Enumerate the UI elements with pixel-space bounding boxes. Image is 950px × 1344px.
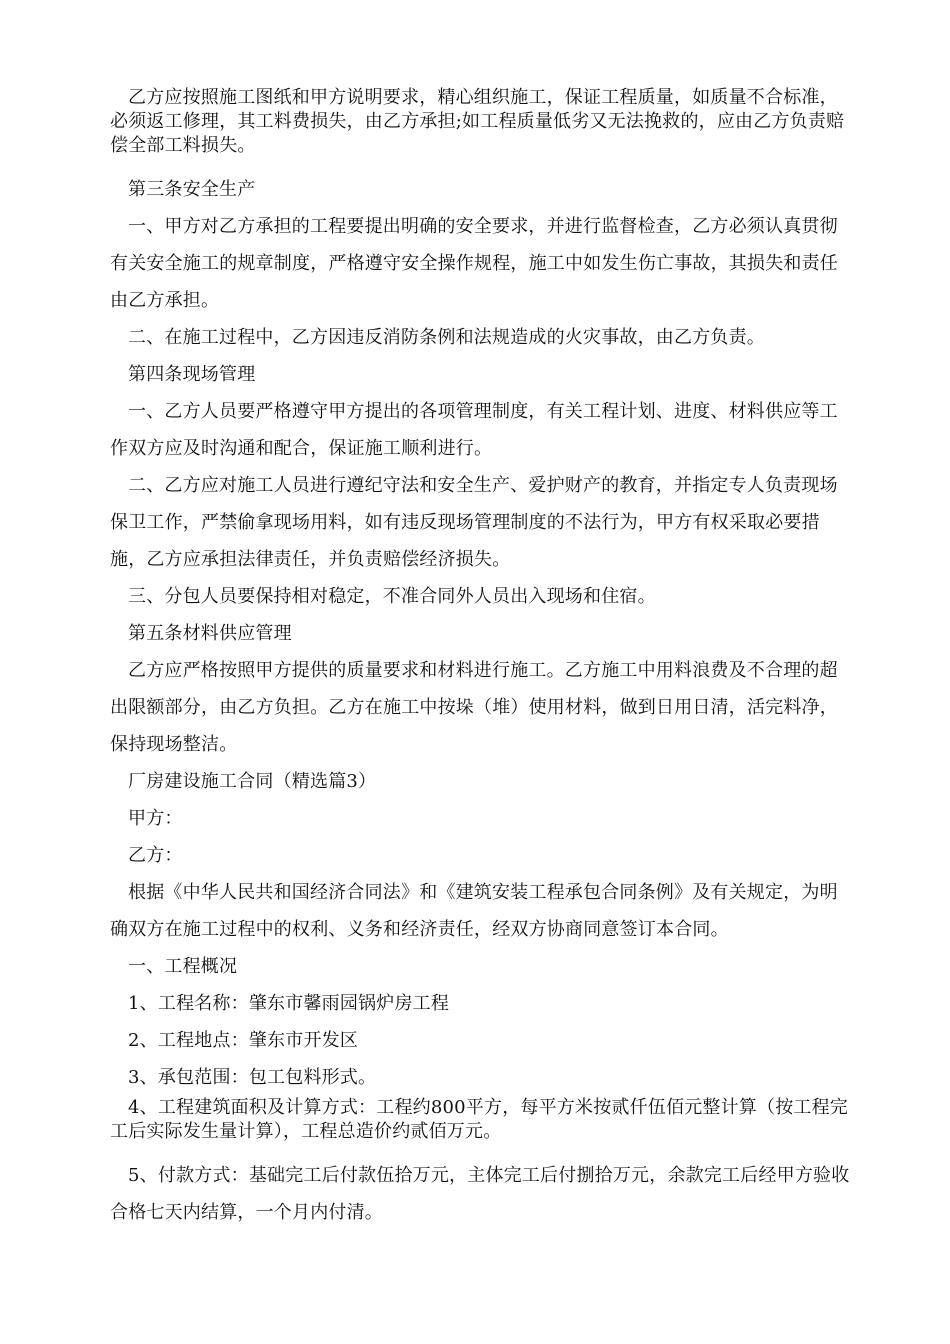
paragraph-safety-1: 一、甲方对乙方承担的工程要提出明确的安全要求，并进行监督检查，乙方必须认真贯彻有关安全施工的规章制度，严格遵守安全操作规程，施工中如发生伤亡事故，其损失和责任由乙方承担。 [110,216,838,311]
document-body [110,86,850,1231]
paragraph-basis: 根据《中华人民共和国经济合同法》和《建筑安装工程承包合同条例》及有关规定，为明确双方在施工过程中的权利、义务和经济责任，经双方协商同意签订本合同。 [110,882,838,940]
item-payment-method: 5、付款方式：基础完工后付款伍拾万元，主体完工后付捌拾万元，余款完工后经甲方验收合格七天内结算，一个月内付清。 [110,1165,850,1223]
paragraph-site-1: 一、乙方人员要严格遵守甲方提出的各项管理制度，有关工程计划、进度、材料供应等工作双方应及时沟通和配合，保证施工顺利进行。 [110,401,838,459]
item-project-location: 2、工程地点：肇东市开发区 [128,1030,359,1051]
item-area-calculation: 4、工程建筑面积及计算方式：工程约800平方，每平方米按贰仟伍佰元整计算（按工程完工后实际发生量计算），工程总造价约贰佰万元。 [110,1097,849,1142]
paragraph-materials: 乙方应严格按照甲方提供的质量要求和材料进行施工。乙方施工中用料浪费及不合理的超出限额部分，由乙方负担。乙方在施工中按垛（堆）使用材料，做到日用日清，活完料净，保持现场整洁。 [110,660,838,755]
paragraph-site-3: 三、分包人员要保持相对稳定，不准合同外人员出入现场和住宿。 [128,586,656,607]
heading-overview: 一、工程概况 [128,956,238,977]
item-project-name: 1、工程名称：肇东市馨雨园锅炉房工程 [128,993,450,1014]
paragraph-quality: 乙方应按照施工图纸和甲方说明要求，精心组织施工，保证工程质量，如质量不合标准，必须返工修理，其工料费损失，由乙方承担;如工程质量低劣又无法挽救的，应由乙方负责赔偿全部工料损失。 [110,87,845,156]
item-contract-scope: 3、承包范围：包工包料形式。 [128,1067,377,1088]
paragraph-site-2: 二、乙方应对施工人员进行遵纪守法和安全生产、爱护财产的教育，并指定专人负责现场保卫工作，严禁偷拿现场用料，如有违反现场管理制度的不法行为，甲方有权采取必要措施，乙方应承担法律责任，并负责赔偿经济损失。 [110,475,838,570]
paragraph-safety-2: 二、在施工过程中，乙方因违反消防条例和法规造成的火灾事故，由乙方负责。 [128,327,765,348]
heading-article-3: 第三条安全生产 [128,179,256,200]
party-a: 甲方： [128,808,183,829]
contract-title: 厂房建设施工合同（精选篇3） [128,771,377,792]
party-b: 乙方： [128,845,183,866]
heading-article-4: 第四条现场管理 [128,364,256,385]
heading-article-5: 第五条材料供应管理 [128,623,292,644]
